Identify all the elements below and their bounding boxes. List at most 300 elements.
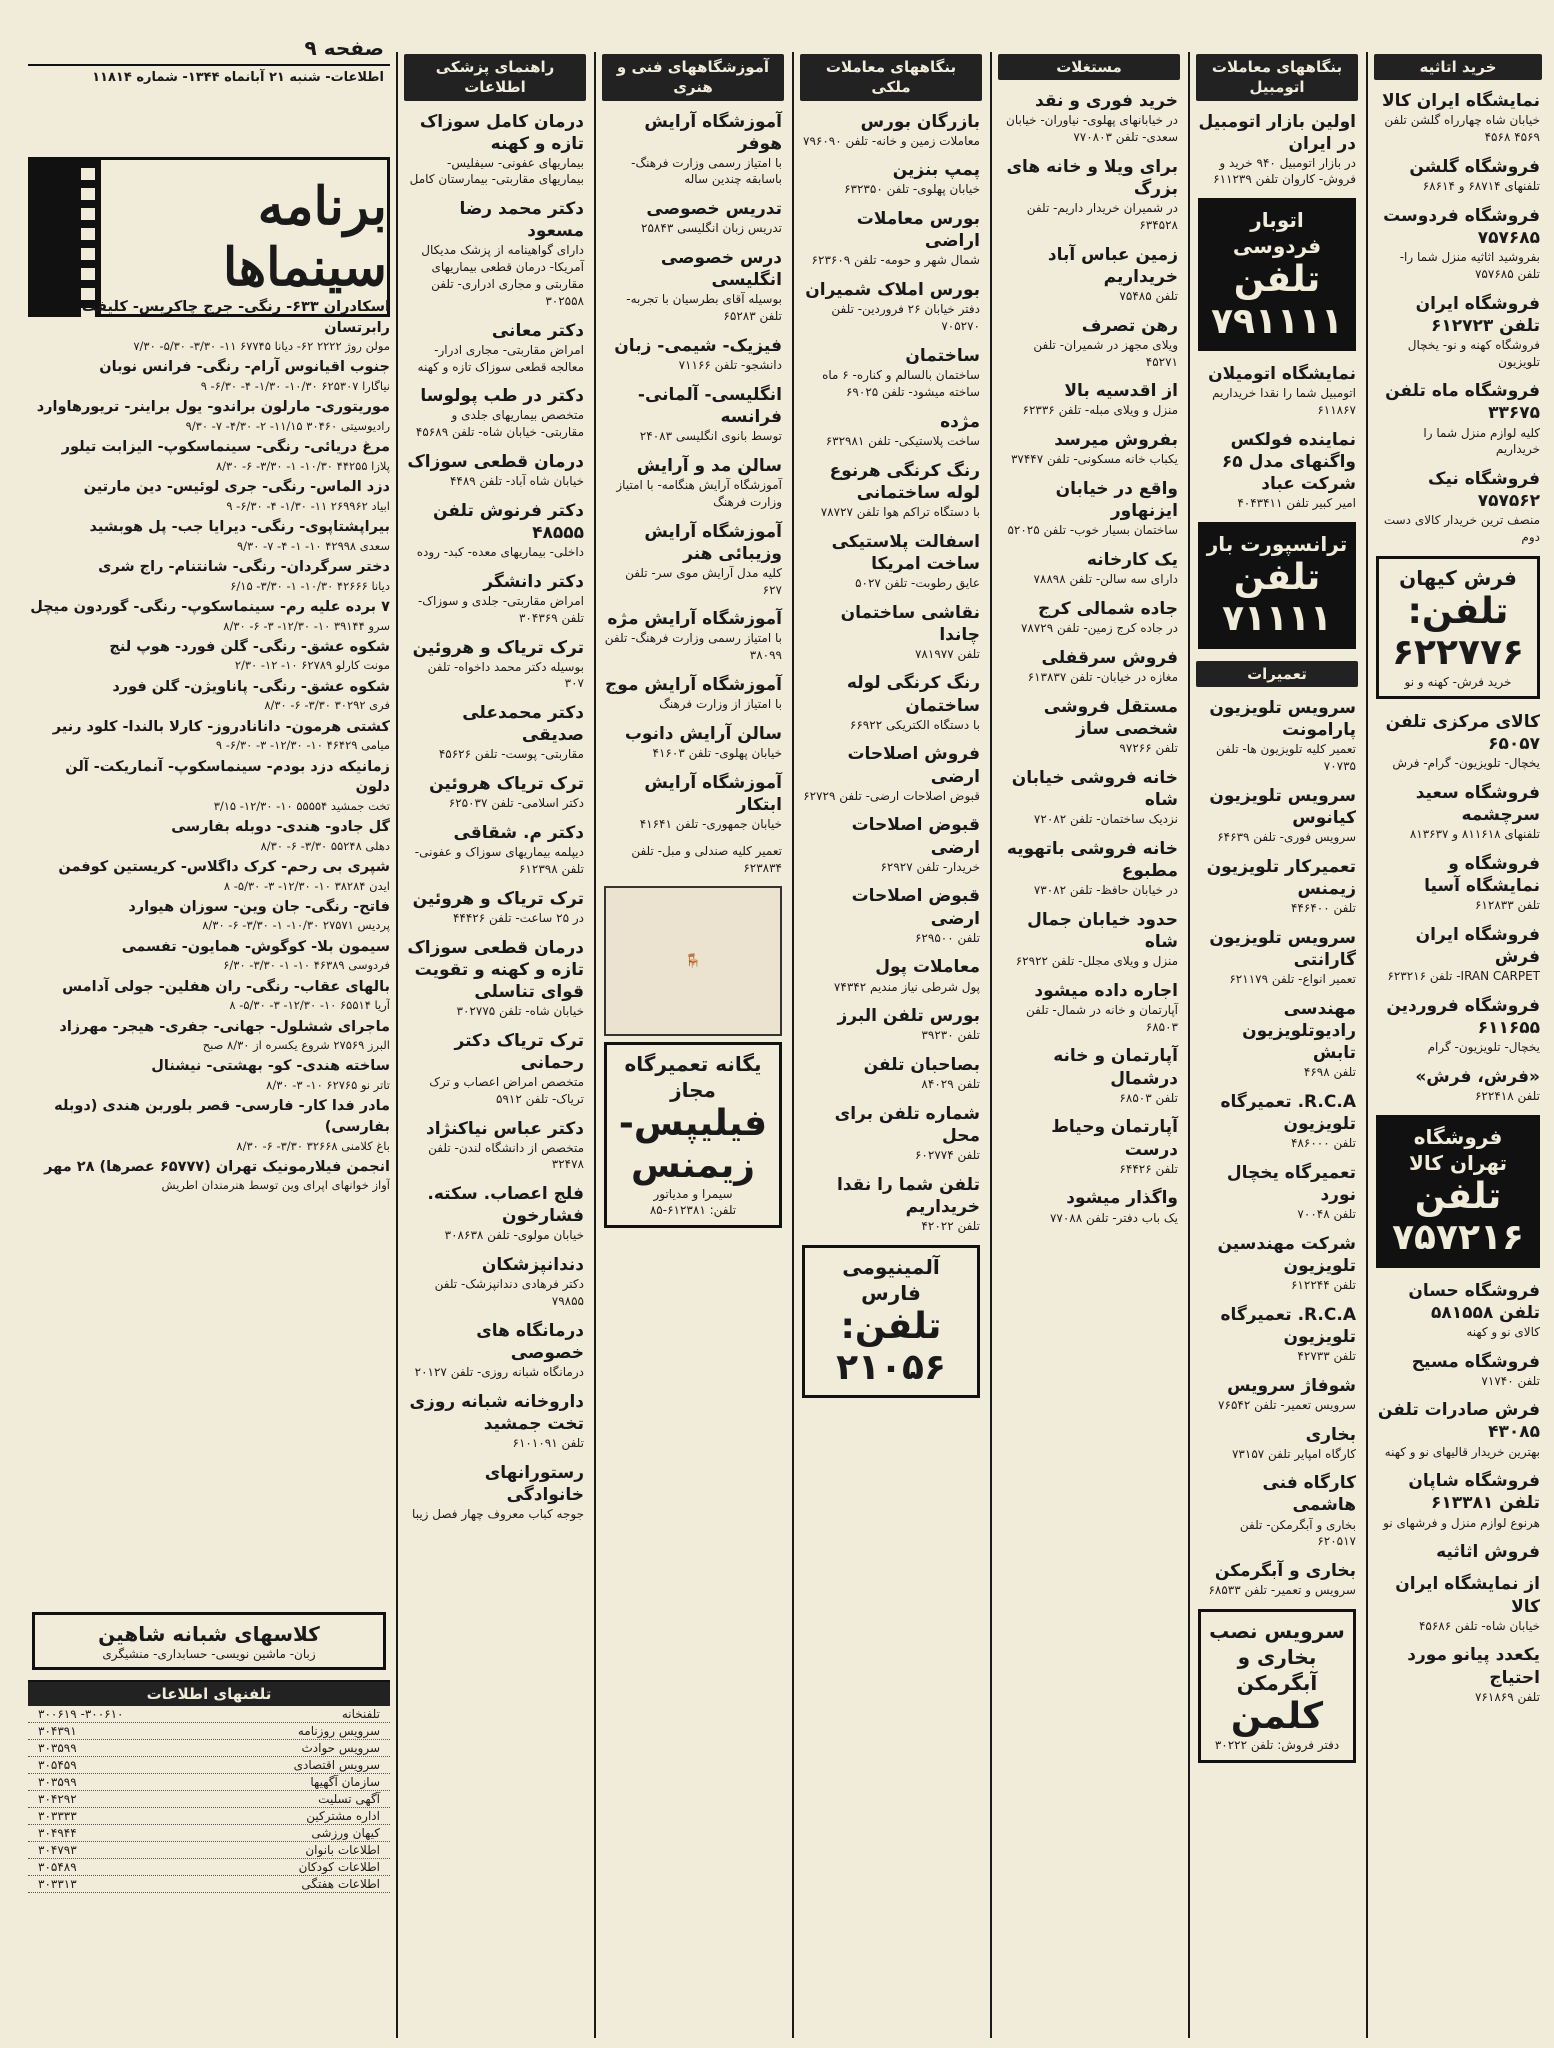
ad-text: متخصص بیماریهای جلدی و مقاربتی- خیابان شاه- تلفن ۴۵۶۸۹	[415, 408, 584, 440]
cinema-listing	[28, 297, 390, 1597]
classified-ad	[406, 637, 584, 693]
ad-heading: بخاری	[1305, 1424, 1356, 1445]
ad-text: بخاری و آبگرمکن- تلفن ۶۲۰۵۱۷	[1239, 1517, 1356, 1549]
ad-heading: فلج اعصاب. سکته. فشارخون	[427, 1184, 584, 1227]
classified-ad	[1000, 90, 1178, 146]
ad-heading: نمایشگاه ایران کالا	[1381, 91, 1540, 112]
ad-text: کالای نو و کهنه	[1466, 1324, 1540, 1339]
ad-heading: کارگاه فنی هاشمی	[1262, 1473, 1356, 1516]
ad-text: نزدیک ساختمان- تلفن ۷۲۰۸۲	[1033, 812, 1178, 826]
ad-text: با امتیاز رسمی وزارت فرهنگ- باسابقه چندین ساله	[631, 155, 782, 187]
ad-text: تلفن ۴۲۷۳۳	[1297, 1348, 1356, 1363]
phone-number: ۳۰۴۹۴۴	[38, 1826, 77, 1840]
ad-heading: مهندسی رادیوتلویزیون تابش	[1242, 998, 1356, 1063]
classified-ad	[1000, 478, 1178, 539]
classified-ad	[1376, 205, 1540, 283]
classified-ad	[406, 1462, 584, 1523]
classified-ad	[406, 111, 584, 189]
box-ad-line: آلمینیومی فارس	[842, 1255, 940, 1306]
ad-heading: شوفاژ سرویس	[1227, 1375, 1356, 1396]
classified-ad	[802, 1054, 980, 1093]
column-rule	[792, 52, 794, 2038]
classified-ad	[406, 1118, 584, 1174]
classified-ad	[406, 1030, 584, 1108]
section-banner: بنگاههای معاملات اتومبیل	[1196, 54, 1358, 101]
ad-heading: فروشگاه فروردین ۶۱۱۶۵۵	[1386, 995, 1540, 1038]
classified-ad	[1198, 1162, 1356, 1223]
ad-heading: فروشگاه شاپان تلفن ۶۱۳۳۸۱	[1408, 1471, 1540, 1514]
classified-ad	[1198, 697, 1356, 775]
aluminium-ad	[802, 1245, 980, 1398]
phone-row	[28, 1876, 390, 1893]
classified-ad	[1000, 980, 1178, 1036]
tehran-kala-ad	[1376, 1115, 1540, 1268]
classified-ad	[1376, 1573, 1540, 1634]
classified-ad	[1000, 156, 1178, 234]
cinema-showtimes: رادیوسیتی ۳۰۴۶۰ ۱۱/۱۵- ۲- ۴/۳۰- ۷- ۹/۳۰	[185, 418, 390, 433]
section-banner: تعمیرات	[1196, 661, 1358, 687]
cinema-showtimes: ایدن ۳۸۲۸۴ ۱۰- ۱۲/۳۰- ۳- ۵/۳۰- ۸	[223, 878, 390, 893]
ad-heading: ساختمان	[905, 345, 980, 366]
cinema-film-name: ۷ برده علیه رم- سینماسکوپ- رنگی- گوردون میچل	[30, 598, 390, 615]
section-banner: بنگاههای معاملات ملکی	[800, 54, 982, 101]
classified-ad	[406, 702, 584, 763]
ad-text: مغازه در خیابان- تلفن ۶۱۳۸۳۷	[1027, 670, 1178, 685]
ad-heading: دکتر فرنوش تلفن ۴۸۵۵۵	[432, 500, 584, 544]
ad-text: بوسیله دکتر محمد داخواه- تلفن ۳۰۷	[427, 659, 584, 691]
cinema-film-name: فاتح- رنگی- جان وین- سوزان هیوارد	[128, 898, 390, 915]
ad-heading: دکتر محمدعلی صدیقی	[462, 703, 584, 746]
section-banner: آموزشگاههای فنی و هنری	[602, 54, 784, 101]
cinema-showtimes: دهلی ۵۵۲۴۸ ۳/۳۰- ۶- ۸/۳۰	[260, 838, 390, 853]
section-banner: راهنمای پزشکی اطلاعات	[404, 54, 586, 101]
cinema-showtimes: تخت جمشید ۵۵۵۵۴ ۱۰- ۱۲/۳۰- ۳/۱۵	[213, 798, 390, 813]
ad-text: بهترین خریدار قالیهای نو و کهنه	[1384, 1444, 1540, 1459]
ad-text: سرویس و تعمیر- تلفن ۶۸۵۳۳	[1208, 1583, 1356, 1598]
ad-text: تعمیر کلیه صندلی و مبل- تلفن ۶۲۳۸۳۴	[631, 843, 782, 875]
ad-text: تلفن ۶۲۹۵۰۰	[914, 930, 980, 945]
ad-heading: تلفن شما را نقدا خریداریم	[837, 1175, 980, 1218]
classified-ad	[1000, 549, 1178, 588]
ad-text: سرویس تعمیر- تلفن ۷۶۵۴۲	[1218, 1397, 1356, 1412]
phone-row	[28, 1842, 390, 1859]
classified-ad	[1376, 1541, 1540, 1563]
phone-label: سرویس روزنامه	[297, 1724, 380, 1738]
classified-ad	[406, 1391, 584, 1452]
ad-heading: اولین بازار اتومبیل در ایران	[1198, 111, 1356, 154]
ad-heading: دکتر محمد رضا مسعود	[459, 199, 584, 242]
classified-ad	[802, 743, 980, 804]
ad-text: خیابان شاه آباد- تلفن ۴۴۸۹	[449, 474, 584, 489]
ad-text: بیماریهای عفونی- سیفلیس- بیماریهای مقاربتی- بیمارستان کامل	[409, 155, 584, 187]
newspaper-page	[28, 32, 1546, 2042]
ad-heading: فیزیک- شیمی- زبان	[614, 335, 782, 356]
phone-number: ۳۰۳۳۳۳	[38, 1809, 77, 1823]
classified-ad	[604, 674, 782, 713]
ad-heading: دکتر معانی	[491, 320, 584, 341]
phone-label: آگهی تسلیت	[318, 1792, 380, 1806]
ad-text: بوسیله آقای بطرسیان با تجربه- تلفن ۶۵۲۸۳	[626, 292, 782, 324]
ad-text: با دستگاه تراکم هوا تلفن ۷۸۷۲۷	[820, 504, 980, 519]
ad-text: در ۲۵ ساعت- تلفن ۴۴۴۲۶	[452, 910, 584, 925]
classified-ad	[1198, 856, 1356, 917]
classified-ad	[604, 247, 782, 325]
ad-text: مقاربتی- پوست- تلفن ۴۵۶۲۶	[438, 747, 584, 762]
box-ad-line: سرویس نصب بخاری و آبگرمکن	[1209, 1619, 1345, 1696]
cinema-showtimes: آواز خوانهای اپرای وین توسط هنرمندان اطریش	[161, 1178, 390, 1193]
column-rule	[1188, 52, 1190, 2038]
classified-ad	[604, 384, 782, 445]
ad-text: بفروشید اثاثیه منزل شما را- تلفن ۷۵۷۶۸۵	[1399, 250, 1540, 281]
ad-heading: سالن آرایش دانوب	[624, 723, 782, 744]
ad-heading: انگلیسی- آلمانی- فرانسه	[637, 384, 782, 427]
ad-text: متخصص امراض اعصاب و ترک تریاک- تلفن ۵۹۱۲	[429, 1075, 584, 1106]
ad-heading: اجاره داده میشود	[1034, 980, 1178, 1001]
ad-heading: دکتر دانشگر	[483, 571, 584, 592]
cinema-showtimes: پردیس ۲۷۵۷۱ ۱۰/۳۰- ۱- ۳/۳۰- ۶- ۸/۳۰	[202, 918, 390, 933]
classified-ad	[802, 672, 980, 733]
classified-ad	[406, 571, 584, 627]
cinema-film-name: گل جادو- هندی- دوبله بفارسی	[171, 819, 390, 836]
classified-ad	[1198, 785, 1356, 846]
ad-text: آموزشگاه آرایش هنگامه- با امتیاز وزارت فرهنگ	[616, 477, 782, 509]
ad-text: خریدار- تلفن ۶۲۹۲۷	[880, 859, 980, 874]
ad-text: یخچال- تلویزیون- گرام	[1427, 1040, 1540, 1055]
cinema-film-name: بالهای عقاب- رنگی- ران هفلین- جولی آدامس	[62, 978, 390, 995]
page-number: صفحه ۹	[28, 32, 390, 66]
cinema-title: برنامه سینماها	[222, 176, 387, 298]
box-ad-line: خرید فرش- کهنه و نو	[1404, 674, 1512, 689]
ad-heading: فروشگاه حسان تلفن ۵۸۱۵۵۸	[1408, 1280, 1540, 1323]
classified-ad	[1376, 380, 1540, 458]
phones-box	[28, 1680, 390, 1893]
cinema-film-name: ساخته هندی- کو- بهشتی- نیشنال	[151, 1058, 390, 1075]
classified-ad	[604, 723, 782, 762]
cinema-film-name: زمانیکه دزد بودم- سینماسکوپ- آنماریکت- آلن دلون	[65, 758, 390, 796]
phones-title: تلفنهای اطلاعات	[28, 1682, 390, 1706]
ad-heading: سالن مد و آرایش	[636, 455, 782, 476]
ad-text: اتومبیل شما را نقدا خریداریم ۶۱۱۸۶۷	[1212, 386, 1356, 417]
ad-heading: بفروش میرسد	[1054, 430, 1178, 451]
section-banner: خرید اتاثیه	[1374, 54, 1542, 80]
classified-ad	[1198, 1375, 1356, 1414]
phone-label: سازمان آگهیها	[310, 1775, 380, 1789]
ad-heading: فروشگاه مسیح	[1411, 1351, 1540, 1372]
classified-ad	[1000, 909, 1178, 970]
ad-text: IRAN CARPET- تلفن ۶۲۳۲۱۶	[1387, 969, 1540, 984]
cinema-showtimes: آریا ۶۵۵۱۴ ۱۰- ۱۲/۳۰- ۳- ۵/۳۰- ۸	[229, 998, 390, 1013]
ad-text: پول شرطی نیاز مندیم ۷۴۳۴۲	[833, 979, 980, 994]
ad-heading: بورس تلفن البرز	[837, 1006, 980, 1027]
classified-ad	[604, 111, 782, 189]
ad-text: در جاده کرج زمین- تلفن ۷۸۷۲۹	[1020, 621, 1178, 636]
transport-ad	[1198, 522, 1356, 649]
ad-text: تعمیر انواع- تلفن ۶۲۱۱۷۹	[1229, 971, 1356, 986]
schools-column	[598, 54, 788, 2039]
classified-ad	[1376, 1399, 1540, 1460]
ad-text: خیابان پهلوی- تلفن ۶۳۲۳۵۰	[844, 182, 980, 197]
ad-heading: شماره تلفن برای محل	[834, 1104, 980, 1147]
ad-heading: یکعدد پیانو مورد احتیاج	[1407, 1645, 1540, 1688]
classified-ad	[406, 888, 584, 927]
cinema-film-name: جنوب اقیانوس آرام- رنگی- فرانس نوبان	[99, 359, 390, 376]
cinema-film-name: دختر سرگردان- رنگی- شانتنام- راج شری	[98, 559, 390, 576]
classified-ad	[1198, 1233, 1356, 1294]
ad-text: یک باب دفتر- تلفن ۷۷۰۸۸	[1049, 1210, 1178, 1225]
ad-text: ویلای مجهز در شمیران- تلفن ۴۵۲۷۱	[1033, 337, 1178, 369]
ad-heading: خانه فروشی خیابان شاه	[1011, 767, 1178, 810]
classified-ad	[1376, 90, 1540, 146]
classified-ad	[406, 1254, 584, 1310]
ad-heading: سرویس تلویزیون پارامونت	[1209, 697, 1356, 740]
ad-text: تلفن ۴۲۰۲۲	[921, 1219, 980, 1234]
ad-text: کارگاه امپایر تلفن ۷۳۱۵۷	[1231, 1446, 1356, 1461]
ad-heading: درس خصوصی انگلیسی	[660, 248, 782, 291]
medical-column	[400, 54, 590, 2039]
chair-illustration: 🪑	[604, 886, 782, 1036]
ad-text: تلفن ۶۱۰۱۰۹۱	[512, 1436, 584, 1451]
classified-ad	[1376, 995, 1540, 1056]
classified-ad	[802, 460, 980, 521]
ad-heading: یک کارخانه	[1086, 550, 1178, 571]
classified-ad	[802, 956, 980, 995]
ad-text: ساختمان بالسالم و کناره- ۶ ماه ساخته میشود- تلفن ۶۹۰۲۵	[822, 368, 980, 399]
box-ad-line: فیلیپس- زیمنس	[618, 1103, 768, 1186]
ad-heading: فروشگاه و نمایشگاه آسیا	[1424, 853, 1540, 896]
cinema-showtimes: فری ۳۰۲۹۲ ۳/۳۰- ۶- ۸/۳۰	[264, 698, 390, 713]
ad-heading: ترک تریاک و هروئین	[412, 888, 584, 909]
classified-ad	[802, 602, 980, 663]
classified-ad	[1198, 1424, 1356, 1463]
ad-text: دکتر فرهادی دندانپزشک- تلفن ۷۹۸۵۵	[434, 1277, 584, 1309]
ad-text: خیابان پهلوی- تلفن ۴۱۶۰۳	[652, 745, 782, 760]
ad-text: معاملات زمین و خانه- تلفن ۷۹۶۰۹۰	[803, 133, 980, 148]
ad-heading: خانه فروشی باتهویه مطبوع	[1006, 838, 1178, 881]
ad-text: خیابان شاه- تلفن ۳۰۲۷۷۵	[456, 1004, 584, 1019]
column-rule	[1366, 52, 1368, 2038]
classified-ad	[1000, 1116, 1178, 1177]
ad-text: امیر کبیر تلفن ۴۰۴۳۴۱۱	[1237, 496, 1356, 511]
phone-number: ۳۰۵۴۸۹	[38, 1860, 77, 1874]
ad-heading: دکتر م. شقاقی	[453, 823, 584, 844]
ad-text: تلفن ۷۱۷۴۰	[1481, 1373, 1540, 1388]
ad-text: فروشگاه کهنه و نو- یخچال تلویزیون	[1407, 337, 1540, 369]
box-ad-line: فروشگاه تهران کالا	[1408, 1124, 1508, 1175]
classified-ad	[1000, 767, 1178, 828]
phone-label: اداره مشترکین	[306, 1809, 380, 1823]
ad-text: تلفن ۹۷۲۶۶	[1119, 741, 1178, 756]
cinema-film-name: اسکادران ۶۳۳- رنگی- جرج چاکریس- کلیفت رابرتسان	[81, 299, 390, 336]
classified-ad	[604, 843, 782, 877]
ad-heading: خرید فوری و نقد	[1035, 91, 1178, 112]
phone-label: سرویس حوادث	[301, 1741, 380, 1755]
phone-label: کیهان ورزشی	[311, 1826, 380, 1840]
ad-text: دیپلمه بیماریهای سوزاک و عفونی- تلفن ۶۱۲۳۹۸	[414, 845, 584, 877]
ad-text: خیابان جمهوری- تلفن ۴۱۶۴۱	[639, 816, 782, 831]
classified-ad	[406, 198, 584, 309]
kalaman-ad	[1198, 1609, 1356, 1763]
ad-heading: مژده	[940, 411, 980, 432]
cinema-showtimes: نیاگارا ۶۲۵۳۰۷ ۱۰/۳۰- ۱/۳۰- ۴- ۶/۳۰- ۹	[200, 379, 390, 394]
ad-heading: آموزشگاه آرایش موج	[605, 674, 782, 695]
phone-number: ۳۰۵۴۵۹	[38, 1758, 77, 1772]
cinema-showtimes: پلازا ۴۴۲۵۵ ۱۰/۳۰- ۱- ۳/۳۰- ۶- ۸/۳۰	[215, 458, 390, 473]
classified-ad	[604, 772, 782, 833]
classified-ad	[1376, 1351, 1540, 1390]
phone-number: ۳۰۳۵۹۹	[38, 1775, 77, 1789]
classified-ad	[802, 159, 980, 198]
ad-heading: واگذار میشود	[1066, 1188, 1178, 1209]
ad-heading: درمان قطعی سوزاک	[407, 452, 584, 473]
ad-text: در خیابانهای پهلوی- نیاوران- خیابان سعدی- تلفن ۷۷۰۸۰۳	[1006, 113, 1178, 145]
classified-ad	[1376, 853, 1540, 914]
ad-heading: نماینده فولکس واگنهای مدل ۶۵ شرکت عباد	[1221, 429, 1356, 494]
cinema-showtimes: البرز ۲۷۵۶۹ شروع یکسره از ۸/۳۰ صبح	[202, 1038, 390, 1053]
box-ad-line: تلفن: ۶۱۲۳۸۱-۸۵	[649, 1203, 737, 1218]
ad-heading: شرکت مهندسین تلویزیون	[1217, 1233, 1356, 1276]
ad-text: تلفن ۶۲۲۴۱۸	[1474, 1088, 1540, 1103]
classified-ad	[406, 822, 584, 878]
ad-heading: فروش اثاثیه	[1436, 1542, 1540, 1563]
ad-heading: پمپ بنزین	[892, 160, 980, 181]
classified-ad	[406, 1183, 584, 1244]
cinema-showtimes: باغ کلامنی ۳۲۶۶۸ ۳/۳۰- ۶- ۸/۳۰	[236, 1138, 390, 1153]
ad-heading: دندانپزشکان	[481, 1255, 584, 1276]
ad-heading: فروش اصلاحات ارضی	[847, 744, 980, 787]
ad-heading: «فرش، فرش»	[1415, 1066, 1540, 1087]
column-rule	[990, 52, 992, 2038]
ad-text: آپارتمان و خانه در شمال- تلفن ۶۸۵۰۳	[1026, 1002, 1178, 1034]
box-ad-line: یگانه تعمیرگاه مجاز	[624, 1052, 762, 1103]
ad-text: دارای گواهینامه از پزشک مدیکال آمریکا- درمان قطعی بیماریهای مقاربتی و مجاری ادراری- تلفن ۳۰۲۵۵۸	[421, 243, 584, 308]
ad-heading: کالای مرکزی تلفن ۶۵۰۵۷	[1385, 711, 1540, 755]
box-ad-line: سیمرا و مدیاتور	[653, 1187, 733, 1202]
ad-text: در خیابان حافظ- تلفن ۷۳۰۸۲	[1033, 882, 1178, 897]
classified-ad	[406, 1320, 584, 1381]
ad-heading: فروشگاه نیک ۷۵۷۵۶۲	[1428, 469, 1540, 512]
cinema-film-name: انجمن فیلارمونیک تهران (۶۵۷۷۷ عصرها) ۲۸ مهر	[44, 1158, 390, 1175]
ad-heading: سرویس تلویزیون کیانوس	[1209, 785, 1356, 828]
cinema-film-name: بیراپشتاپوی- رنگی- دیرایا جب- پل هوبشید	[89, 519, 390, 536]
phone-label: سرویس اقتصادی	[293, 1758, 380, 1772]
classified-ad	[1376, 468, 1540, 546]
classified-ad	[1000, 598, 1178, 637]
ad-text: تلفن ۴۴۶۴۰۰	[1290, 900, 1356, 915]
ad-heading: آموزشگاه آرایش ابتکار	[644, 772, 782, 815]
ad-text: شمال شهر و حومه- تلفن ۶۲۳۶۰۹	[811, 253, 980, 268]
ad-text: ساختمان بسیار خوب- تلفن ۵۲۰۲۵	[1007, 523, 1178, 538]
ad-heading: ترک تریاک هروئین	[429, 774, 584, 795]
ad-text: داخلی- بیماریهای معده- کبد- روده	[416, 545, 584, 560]
ad-text: امراض مقاربتی- مجاری ادرار- معالجه قطعی سوزاک تازه و کهنه	[417, 342, 584, 374]
philips-ad	[604, 1042, 782, 1227]
ad-heading: درمان کامل سوزاک تازه و کهنه	[419, 111, 584, 154]
ferdowsi-ad	[1198, 198, 1356, 351]
cinema-film-name: شکوه عشق- رنگی- پاناویژن- گلن فورد	[112, 678, 390, 695]
box-ad-line: تلفن: ۶۲۲۷۷۶	[1392, 590, 1524, 674]
realestate-agency-column	[796, 54, 986, 2039]
ad-heading: رستورانهای خانوادگی	[484, 1462, 584, 1506]
classified-ad	[1198, 111, 1356, 189]
ad-text: عایق رطوبت- تلفن ۵۰۲۷	[855, 575, 980, 590]
property-column	[994, 54, 1184, 2039]
phone-number: ۳۰۴۳۹۱	[38, 1724, 77, 1738]
ad-heading: قبوض اصلاحات ارضی	[851, 886, 980, 929]
ad-text: تدریس زبان انگلیسی ۲۵۸۴۳	[641, 221, 782, 236]
ad-heading: ترک تریاک دکتر رحمانی	[454, 1030, 584, 1073]
issue-line: اطلاعات- شنبه ۲۱ آبانماه ۱۳۴۴- شماره ۱۱۸۱۴	[92, 70, 384, 85]
cinema-showtimes: فردوسی ۴۶۳۸۹ ۱۰- ۱- ۳/۳۰- ۶/۳۰	[223, 958, 390, 973]
ad-heading: رنگ کرنگی هرنوع لوله ساختمانی	[829, 460, 980, 503]
classified-ad	[604, 608, 782, 664]
ad-heading: بازرگان بورس	[860, 111, 980, 132]
bottom-left-section	[28, 1612, 390, 1893]
ad-text: تلفنهای ۸۱۱۶۱۸ و ۸۱۳۶۳۷	[1409, 827, 1540, 842]
ad-heading: رنگ کرنگی لوله ساختمان	[846, 673, 980, 716]
ad-heading: درمان قطعی سوزاک تازه و کهنه و تقویت قوای تناسلی	[407, 937, 584, 1002]
ad-text: جوجه کباب معروف چهار فصل زیبا	[412, 1507, 584, 1522]
ad-text: در شمیران خریدار داریم- تلفن ۶۳۴۵۲۸	[1026, 201, 1178, 232]
ad-text: دفتر خیابان ۲۶ فروردین- تلفن ۷۰۵۲۷۰	[831, 302, 980, 334]
ad-text: در بازار اتومبیل ۹۴۰ خرید و فروش- کاروان تلفن ۶۱۱۲۳۹	[1213, 155, 1356, 187]
ad-heading: فروشگاه ایران تلفن ۶۱۲۷۲۳	[1415, 293, 1540, 336]
classified-ad	[1000, 647, 1178, 686]
ad-text: درمانگاه شبانه روزی- تلفن ۲۰۱۲۷	[414, 1365, 584, 1380]
ad-text: کلیه لوازم منزل شما را خریداریم	[1423, 425, 1540, 457]
phone-number: ۳۰۳۵۹۹	[38, 1741, 77, 1755]
phone-label: تلفنخانه	[341, 1707, 380, 1721]
classified-ad	[1198, 429, 1356, 512]
ad-text: با دستگاه الکتریکی ۶۶۹۲۲	[849, 717, 980, 732]
cinema-showtimes: میامی ۴۶۴۲۹ ۱۰- ۱۲/۳۰- ۳- ۶/۳۰- ۹	[215, 738, 390, 753]
classified-ad	[1198, 1560, 1356, 1599]
classified-ad	[802, 279, 980, 335]
classified-ad	[802, 1174, 980, 1235]
ad-heading: فروشگاه فردوست ۷۵۷۶۸۵	[1383, 205, 1540, 248]
box-ad-line: کلمن	[1230, 1696, 1324, 1738]
classified-ad	[1000, 1187, 1178, 1226]
ad-heading: جاده شمالی کرج	[1037, 599, 1178, 620]
classified-ad	[802, 111, 980, 150]
ad-text: منزل و ویلای مبله- تلفن ۶۲۳۳۶	[1022, 403, 1178, 418]
ad-text: کلیه مدل آرایش موی سر- تلفن ۶۲۷	[625, 565, 782, 597]
ad-text: دانشجو- تلفن ۷۱۱۶۶	[678, 358, 782, 373]
ad-text: تلفن ۶۸۵۰۳	[1119, 1090, 1178, 1105]
phone-number: ۳۰۴۲۹۲	[38, 1792, 77, 1806]
classified-ad	[1376, 782, 1540, 843]
cinema-film-name: سیمون بلا- کوگوش- همایون- تفسمی	[121, 938, 390, 955]
ad-heading: فروشگاه ایران فرش	[1415, 924, 1540, 967]
box-ad-line: تلفن ۷۵۷۲۱۶	[1392, 1175, 1524, 1259]
ad-text: تلفن ۷۵۴۸۵	[1119, 288, 1178, 303]
ad-heading: از اقدسیه بالا	[1064, 381, 1178, 402]
ad-text: تلفن ۳۹۲۳۰	[921, 1028, 980, 1043]
ad-heading: داروخانه شبانه روزی تخت جمشید	[409, 1391, 584, 1435]
phone-row	[28, 1791, 390, 1808]
cinema-column	[28, 32, 390, 2042]
ad-text: ساخت پلاستیکی- تلفن ۶۳۲۹۸۱	[825, 433, 980, 448]
classified-ad	[1198, 363, 1356, 419]
classified-ad	[406, 773, 584, 812]
classified-ad	[802, 531, 980, 592]
cinema-film-name: شپری بی رحم- کرک داگلاس- کریستین کوفمن	[58, 858, 390, 875]
ad-heading: فرش صادرات تلفن ۴۳۰۸۵	[1377, 1400, 1540, 1443]
ad-text: منزل و ویلای مجلل- تلفن ۶۲۹۲۲	[1015, 953, 1178, 968]
box-ad-line: تلفن ۷۱۱۱۱	[1222, 556, 1332, 640]
ad-text: یکباب خانه مسکونی- تلفن ۳۷۴۴۷	[1010, 452, 1178, 467]
ad-text: توسط بانوی انگلیسی ۲۴۰۸۳	[639, 429, 782, 444]
phone-number: ۳۰۳۳۱۳	[38, 1877, 77, 1891]
